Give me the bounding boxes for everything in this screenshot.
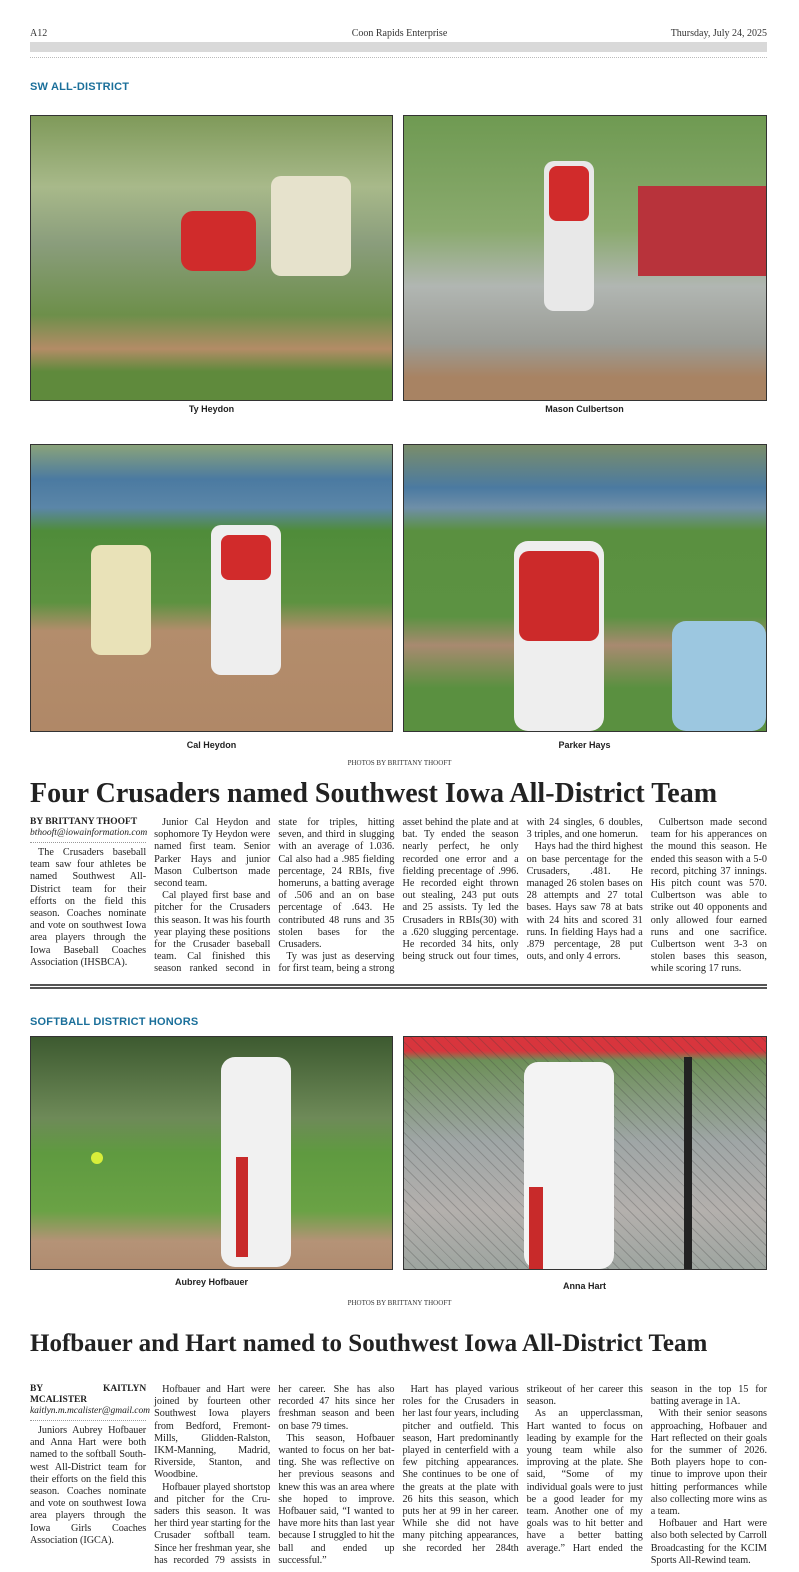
jersey-figure xyxy=(221,535,271,580)
dugout-building xyxy=(638,186,766,276)
paragraph: Culbertson made second team for his apperances on the mound this season. He ended this season with a 5-0 record, pitching 37 innings. His pitch count was 570. Culbertson was able to strike out 40 opponents and only allowed four earned runs and one sacrifice. Culbertson went 3-3 on stolen bases this season, while scoring 17 runs. xyxy=(650,817,767,975)
author-email: kaitlyn.m.mcalister@gmail.com xyxy=(30,1406,146,1421)
photo-credit: PHOTOS BY BRITTANY THOOFT xyxy=(347,1299,452,1307)
photo-parker-hays xyxy=(403,444,767,732)
paragraph: Hofbauer and Hart were also both selected by Carroll Broadcasting for the KCIM Sports All-Rewind team. xyxy=(650,1518,767,1566)
headline: Hofbauer and Hart named to Southwest Iowa All-District Team xyxy=(30,1330,708,1357)
section-divider xyxy=(30,984,767,989)
page-number: A12 xyxy=(30,28,48,39)
paragraph: Hart has played various roles for the Crusaders in her last four years, including pitcher and outfield. This season, Hart predominantly played in centerfield with a few pitching appearances. She continues to be one of the greats at the plate with 26 hits this season, which puts her at 99 in her career. While she did not have many pitching appearances, she recorded her 284th strikeout of her career this season. xyxy=(402,1384,643,1554)
photo-credit: PHOTOS BY BRITTANY THOOFT xyxy=(347,759,452,767)
article-body-softball xyxy=(30,1384,767,1570)
photo-caption: Ty Heydon xyxy=(188,404,235,414)
byline: BY KAITLYN MCALISTER xyxy=(30,1384,147,1405)
newspaper-name: Coon Rapids Enterprise xyxy=(351,28,448,39)
runner-figure xyxy=(91,545,151,655)
paragraph: Juniors Aubrey Hofbauer and Anna Hart were both named to the softball Southwest All-District team for their efforts on the field this season. Coaches nominate and vote on southwest Iowa area players through the Iowa Girls Coaches Association (IGCA). xyxy=(30,1425,147,1546)
paragraph: Hays had the third highest on base percentage for the Crusaders, .481. He managed 26 stolen bases on 28 attempts and 27 total bases. Hays saw 78 at bats with 24 hits and scored 31 runs. In fielding Hays had a .879 percentage, 28 put outs, and only 4 errors. xyxy=(526,841,643,963)
photo-anna-hart xyxy=(403,1036,767,1270)
jersey-figure xyxy=(519,551,599,641)
pitcher-figure xyxy=(221,1057,291,1267)
softball xyxy=(91,1152,103,1164)
author-email: bthooft@iowainformation.com xyxy=(30,828,146,843)
umpire-figure xyxy=(672,621,766,731)
paragraph: This season, Hofbauer wanted to focus on her batting. She was reflective on her previous seasons and knew this was an area where she hoped to improve. Hofbauer said, “I wanted to have more hits than last year because I struggled to hit the ball and ended up successful.” xyxy=(278,1432,395,1566)
player-figure xyxy=(181,211,256,271)
paragraph: Ty was just as deserving for first team, being a strong asset behind the plate and at bat. Ty ended the season nearly perfect, he only recorded one error and a fielding precentage of .996. He recorded eight thrown out stealing, 243 put outs and 25 assists. Ty led the Crusaders in RBIs(30) with a .620 slugging percentage. He recorded 34 hits, only being struck out four times, with 24 singles, 6 doubles, 3 triples, and one homerun. xyxy=(278,817,643,975)
section-label-baseball: SW ALL-DISTRICT xyxy=(30,81,130,93)
paragraph: Cal played first base and pitcher for the Crusaders this season. It was his fourth year playing these positions for the Crusader baseball team. Cal finished this season ranked second in state for triples, hitting seven, and third in slugging with an average of 1.036. Cal also had a .985 fielding percentage, 24 RBIs, five homeruns, a batting average of .506 and an on base percentage of .643. He contributed 48 runs and 35 stolen bases for the Crusaders. xyxy=(154,817,395,975)
paragraph: Junior Cal Heydon and sophomore Ty Heydon were named first team. Senior Parker Hays and junior Mason Culbertson made second team. xyxy=(154,817,271,890)
article-body-baseball xyxy=(30,817,767,977)
section-label-softball: SOFTBALL DISTRICT HONORS xyxy=(30,1016,199,1028)
jersey-figure xyxy=(549,166,589,221)
pants-stripe xyxy=(529,1187,543,1269)
photo-caption: Mason Culbertson xyxy=(545,404,624,414)
byline: BY BRITTANY THOOFT xyxy=(30,817,138,827)
photo-caption: Cal Heydon xyxy=(186,740,237,750)
fence-pole xyxy=(684,1057,692,1269)
headline: Four Crusaders named Southwest Iowa All-District Team xyxy=(30,778,718,809)
paragraph: With their senior seasons approaching, Hofbauer and Hart reflected on their goals for the summer of 2026. Both players hope to continue to improve upon their hitting performances while also collecting more wins as a team. xyxy=(650,1408,767,1518)
issue-date: Thursday, July 24, 2025 xyxy=(670,28,767,39)
photo-caption: Parker Hays xyxy=(558,740,611,750)
photo-ty-heydon xyxy=(30,115,393,401)
photo-aubrey-hofbauer xyxy=(30,1036,393,1270)
photo-cal-heydon xyxy=(30,444,393,732)
umpire-figure xyxy=(271,176,351,276)
sock-figure xyxy=(236,1157,248,1257)
header-divider xyxy=(30,57,767,58)
paragraph: As an upperclassman, Hart wanted to focus on leading by example for the young team while also improving at the plate. She said, “Some of my individual goals were to just be a good leader for my team. Another one of my goals was to hit better and have a better batting average.” Hart ended the season in the top 15 for batting average in 1A. xyxy=(526,1384,767,1554)
paragraph: Hofbauer and Hart were joined by fourteen other Southwest Iowa players from Bedford, Fremont-Mills, Glidden-Ralston, IKM-Manning, Madrid, Riverside, Stanton, and Woodbine. xyxy=(154,1384,271,1481)
paragraph: Hofbauer played shortstop and pitcher for the Crusaders this season. It was her third year starting for the Crusader softball team. Since her freshman year, she has recorded 79 assists in her career. She has also recorded 47 hits since her freshman season and been on base 79 times. xyxy=(154,1384,395,1566)
photo-caption: Anna Hart xyxy=(562,1281,606,1291)
photo-mason-culbertson xyxy=(403,115,767,401)
paragraph: The Crusaders baseball team saw four athletes be named Southwest All-District team for their efforts on the field this season. Coaches nominate and vote on southwest Iowa area players through the Iowa Baseball Coaches Association (IHSBCA). xyxy=(30,847,147,968)
photo-caption: Aubrey Hofbauer xyxy=(174,1277,248,1287)
header-bar xyxy=(30,42,767,52)
